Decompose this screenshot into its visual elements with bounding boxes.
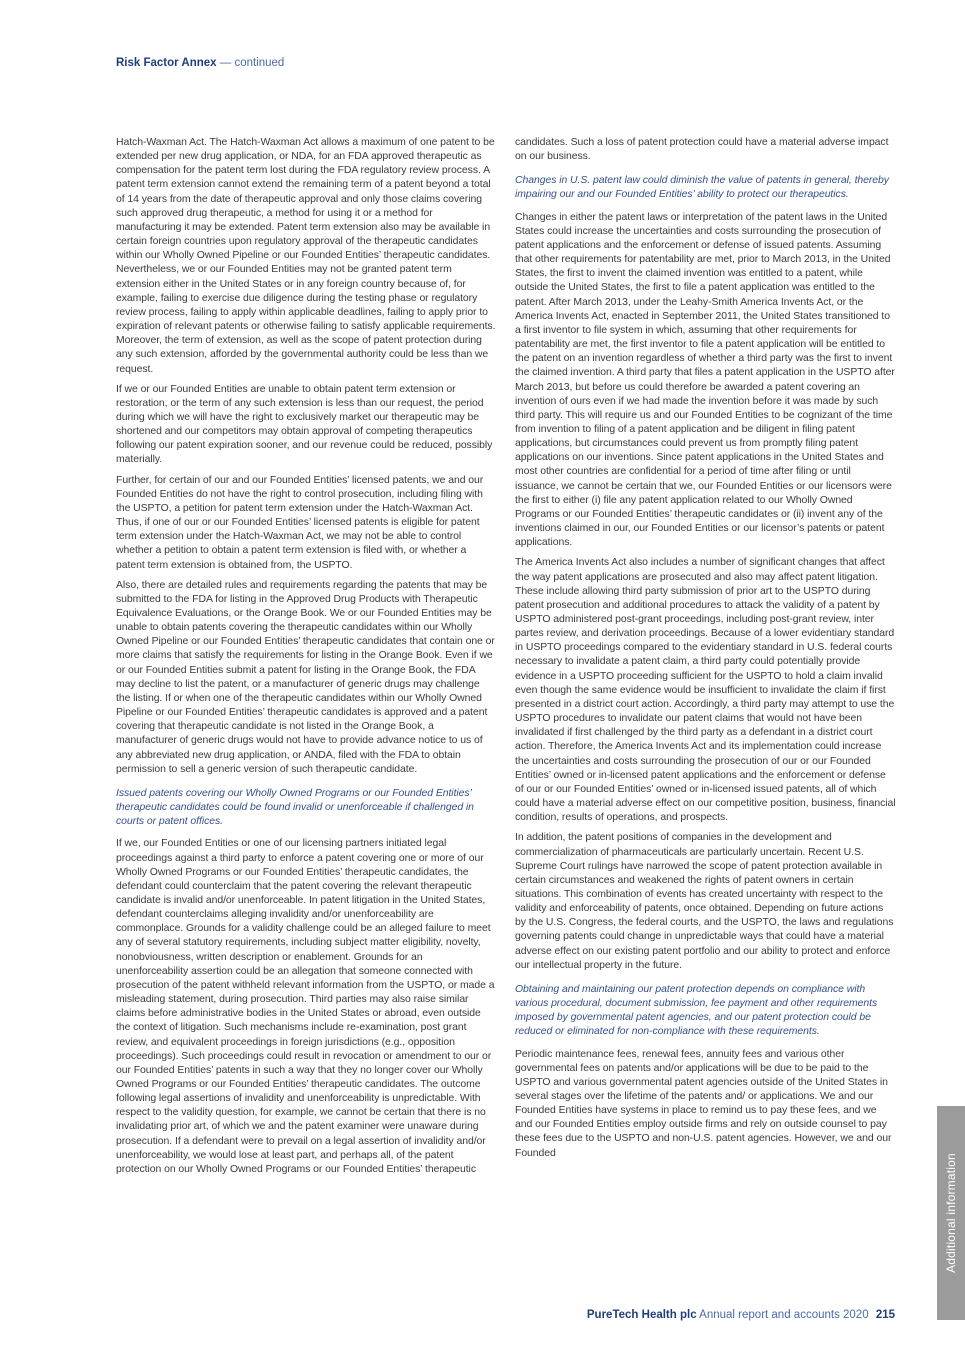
paragraph: Hatch-Waxman Act. The Hatch-Waxman Act allows a maximum of one patent to be extended per new drug application, or NDA, for an FDA approved therapeutic as compensation for the patent term lost during the FDA regulatory review process. A patent term extension cannot extend the remaining term of a patent beyond a total of 14 years from the date of therapeutic approval and only those claims covering such approved drug therapeutic, a method for using it or a method for manufacturing it may be extended. Patent term extension also may be available in certain foreign countries upon regulatory approval of the therapeutic candidates within our Wholly Owned Pipeline or our Founded Entities’ therapeutic candidates. Nevertheless, we or our Founded Entities may not be granted patent term extension either in the United States or in any foreign country because of, for example, failing to exercise due diligence during the testing phase or regulatory review process, failing to apply within applicable deadlines, failing to apply prior to expiration of relevant patents or otherwise failing to satisfy applicable requirements. Moreover, the term of extension, as well as the scope of patent protection during any such extension, afforded by the governmental authority could be less than we request.: [116, 137, 496, 375]
left-column: [116, 136, 496, 1183]
paragraph: If we, our Founded Entities or one of our licensing partners initiated legal proceedings against a third party to enforce a patent covering one or more of our Wholly Owned Programs or our Founded Entities’ therapeutic candidates, the defendant could counterclaim that the patent covering the relevant therapeutic candidate is invalid and/or unenforceable. In patent litigation in the United States, defendant counterclaims alleging invalidity and/or unenforceability are commonplace. Grounds for a validity challenge could be an alleged failure to meet any of several statutory requirements, including subject matter eligibility, novelty, nonobviousness, written description or enablement. Grounds for an unenforceability assertion could be an allegation that someone connected with prosecution of the patent withheld relevant information from the USPTO, or made a misleading statement, during prosecution. Third parties may also raise similar claims before administrative bodies in the United States or abroad, even outside the context of litigation. Such mechanisms include re-examination, post grant review, and equivalent proceedings in foreign jurisdictions (e.g., opposition proceedings). Such proceedings could result in revocation or amendment to our or our Founded Entities’ patents in such a way that they no longer cover our Wholly Owned Programs or our Founded Entities’ therapeutic candidates. The outcome following legal assertions of invalidity and unenforceability is unpredictable. With respect to the validity question, for example, we cannot be certain that there is no invalidating prior art, of which we and the patent examiner were unaware during prosecution. If a defendant were to prevail on a legal assertion of invalidity and/or unenforceability, we would lose at least part, and perhaps all, of the patent protection on our Wholly Owned Programs or our Founded Entities’ therapeutic: [116, 838, 495, 1175]
section-side-tab[interactable]: [937, 1106, 965, 1320]
page-header: [116, 57, 284, 69]
paragraph: If we or our Founded Entities are unable to obtain patent term extension or restoration, or the term of any such extension is less than our request, the period during which we will have the right to exclusively market our therapeutic may be shortened and our competitors may obtain approval of competing therapeutics following our patent expiration sooner, and our revenue could be reduced, possibly materially.: [116, 383, 493, 466]
footer-report-title: Annual report and accounts 2020: [699, 1309, 869, 1321]
paragraph: In addition, the patent positions of companies in the development and commercialization of pharmaceuticals are particularly uncertain. Recent U.S. Supreme Court rulings have narrowed the scope of patent protection available in certain circumstances and weakened the rights of patent owners in certain situations. This combination of events has created uncertainty with respect to the validity and enforceability of patents, once obtained. Depending on future actions by the U.S. Congress, the federal courts, and the USPTO, the laws and regulations governing patents could change in unpredictable ways that could have a material adverse effect on our existing patent portfolio and our ability to protect and enforce our intellectual property in the future.: [515, 832, 894, 971]
paragraph: The America Invents Act also includes a number of significant changes that affect the way patent applications are prosecuted and also may affect patent litigation. These include allowing third party submission of prior art to the USPTO during patent prosecution and additional procedures to attack the validity of a patent by USPTO administered post-grant proceedings, including post-grant review, inter partes review, and derivation proceedings. Because of a lower evidentiary standard in USPTO proceedings compared to the evidentiary standard in U.S. federal courts necessary to invalidate a patent claim, a third party could potentially provide evidence in a USPTO proceeding sufficient for the USPTO to hold a claim invalid even though the same evidence would be insufficient to invalidate the claim if first presented in a district court action. Accordingly, a third party may attempt to use the USPTO procedures to invalidate our patent claims that would not have been invalidated if first challenged by the third party as a defendant in a district court action. Therefore, the America Invents Act and its implementation could increase the uncertainties and costs surrounding the prosecution of our or our Founded Entities’ owned or in-licensed patent applications and the enforcement or defense of our or our Founded Entities’ owned or in-licensed issued patents, all of which could have a material adverse effect on our competitive position, business, financial condition, results of operations, and prospects.: [515, 557, 896, 824]
paragraph: Also, there are detailed rules and requirements regarding the patents that may be submitted to the FDA for listing in the Approved Drug Products with Therapeutic Equivalence Evaluations, or the Orange Book. We or our Founded Entities may be unable to obtain patents covering the therapeutic candidates within our Wholly Owned Pipeline or our Founded Entities’ therapeutic candidates that contain one or more claims that satisfy the requirements for listing in the Orange Book. Even if we or our Founded Entities submit a patent for listing in the Orange Book, the FDA may decline to list the patent, or a manufacturer of generic drugs may challenge the listing. If or when one of the therapeutic candidates within our Wholly Owned Pipeline or our Founded Entities’ therapeutic candidates is approved and a patent covering that therapeutic candidate is not listed in the Orange Book, a manufacturer of generic drugs would not have to provide advance notice to us of any abbreviated new drug application, or ANDA, filed with the FDA to obtain permission to sell a generic version of such therapeutic candidate.: [116, 579, 495, 775]
paragraph: candidates. Such a loss of patent protection could have a material adverse impact on our business.: [515, 137, 889, 163]
paragraph: Changes in either the patent laws or interpretation of the patent laws in the United States could increase the uncertainties and costs surrounding the prosecution of patent applications and the enforcement or defense of issued patents. Assuming that other requirements for patentability are met, prior to March 2013, in the United States, the first to invent the claimed invention was entitled to a patent, while outside the United States, the first to file a patent application was entitled to the patent. After March 2013, under the Leahy-Smith America Invents Act, or the America Invents Act, enacted in September 2011, the United States transitioned to a first inventor to file system in which, assuming that other requirements for patentability are met, the first inventor to file a patent application will be entitled to the patent on an invention regardless of whether a third party was the first to invent the claimed invention. A third party that files a patent application in the USPTO after March 2013, but before us could therefore be awarded a patent covering an invention of ours even if we had made the invention before it was made by such third party. This will require us and our Founded Entities to be cognizant of the time from invention to filing of a patent application and be diligent in filing patent applications, but circumstances could prevent us from promptly filing patent applications on our inventions. Since patent applications in the United States and most other countries are confidential for a period of time after filing or until issuance, we cannot be certain that we, our Founded Entities or our licensors were the first to either (i) file any patent application related to our Wholly Owned Programs or our Founded Entities’ therapeutic candidates or (ii) invent any of the inventions claimed in our, our Founded Entities or our licensor’s patents or patent applications.: [515, 211, 895, 549]
footer-company: PureTech Health plc: [586, 1309, 697, 1321]
italic-subheading: Obtaining and maintaining our patent protection depends on compliance with various procedural, document submission, fee payment and other requirements imposed by governmental patent agencies, and our patent protection could be reduced or eliminated for non-compliance with these requirements.: [515, 983, 878, 1038]
paragraph: Periodic maintenance fees, renewal fees, annuity fees and various other governmental fees on patents and/or applications will be due to be paid to the USPTO and various governmental patent agencies outside of the United States in several stages over the lifetime of the patents and/ or applications. We and our Founded Entities have systems in place to remind us to pay these fees, and we and our Founded Entities employ outside firms and rely on outside counsel to pay these fees due to the USPTO and non-U.S. patent agencies. However, we and our Founded: [515, 1048, 892, 1159]
section-subtitle: — continued: [219, 57, 285, 69]
section-title: Risk Factor Annex: [116, 57, 217, 69]
side-tab-label: Additional information: [944, 1153, 958, 1273]
italic-subheading: Issued patents covering our Wholly Owned Programs or our Founded Entities’ therapeutic candidates could be found invalid or unenforceable if challenged in courts or patent offices.: [116, 787, 474, 828]
paragraph: Further, for certain of our and our Founded Entities’ licensed patents, we and our Founded Entities do not have the right to control prosecution, including filing with the USPTO, a petition for patent term extension under the Hatch-Waxman Act. Thus, if one of our or our Founded Entities’ licensed patents is eligible for patent term extension under the Hatch-Waxman Act, we may not be able to control whether a petition to obtain a patent term extension is filed with, or whether a patent term extension is obtained from, the USPTO.: [116, 474, 484, 571]
italic-subheading: Changes in U.S. patent law could diminish the value of patents in general, thereby impairing our and our Founded Entities’ ability to protect our therapeutics.: [515, 175, 889, 201]
page-footer: [587, 1309, 895, 1321]
page-number: 215: [875, 1309, 895, 1321]
right-column: [515, 136, 896, 1167]
